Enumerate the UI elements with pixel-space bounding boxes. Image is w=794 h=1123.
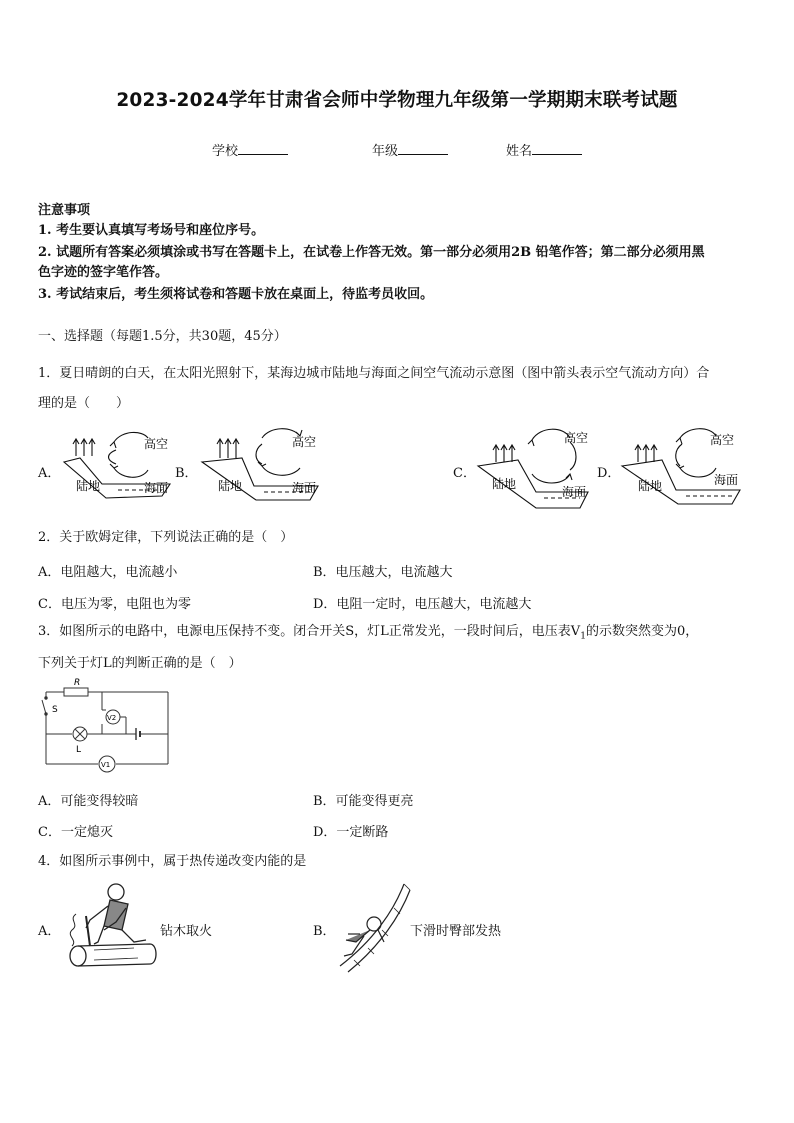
q3-stem-cont: 下列关于灯L的判断正确的是（ ） [38, 656, 242, 671]
grade-field[interactable] [372, 140, 448, 159]
q1-diagram-a [58, 420, 180, 502]
q2-stem: 2．关于欧姆定律，下列说法正确的是（ ） [38, 530, 294, 545]
q3-stem-tail: 的示数突然变为0， [585, 624, 699, 639]
switch-s [42, 700, 46, 714]
q1b-sky-label: 高空 [292, 435, 317, 449]
q2-option-d[interactable]: D．电阻一定时，电压越大，电流越大 [313, 597, 532, 612]
q4-option-b-text: 下滑时臀部发热 [410, 924, 502, 939]
q2-option-c[interactable]: C．电压为零，电阻也为零 [38, 597, 191, 612]
school-label: 学校 [212, 144, 239, 159]
name-label: 姓名 [506, 144, 533, 159]
grade-label: 年级 [372, 144, 399, 159]
circuit-r-label: R [74, 678, 81, 688]
q1c-land-label: 陆地 [492, 477, 517, 491]
q1d-sky-label: 高空 [710, 433, 735, 447]
q3-option-c[interactable]: C．一定熄灭 [38, 825, 113, 840]
q2-option-a[interactable]: A．电阻越大，电流越小 [38, 565, 178, 580]
q1c-sea-label: 海面 [562, 485, 587, 499]
notice-item-3: 3. 考试结束后，考生须将试卷和答题卡放在桌面上，待监考员收回。 [38, 287, 434, 302]
q1-stem-cont: 理的是（ ） [38, 396, 130, 411]
notice-heading: 注意事项 [38, 203, 91, 218]
q1a-sea-label: 海面 [144, 481, 169, 495]
q2-option-b[interactable]: B．电压越大，电流越大 [313, 565, 453, 580]
q1c-sky-label: 高空 [564, 431, 589, 445]
q3-option-d[interactable]: D．一定断路 [313, 825, 389, 840]
q1-stem: 1．夏日晴朗的白天，在太阳光照射下，某海边城市陆地与海面之间空气流动示意图（图中箭头表示空气流动方向）合 [38, 366, 710, 381]
q1-diagram-b [196, 420, 326, 502]
q1a-land-label: 陆地 [76, 479, 101, 493]
q3-stem-text: 3．如图所示的电路中，电源电压保持不变。闭合开关S，灯L正常发光，一段时间后，电压表V [38, 624, 581, 639]
circuit-v2-label: V2 [107, 714, 117, 722]
circuit-v1-label: V1 [101, 761, 111, 769]
resistor-r [64, 688, 88, 696]
q3-circuit-diagram [36, 678, 178, 778]
q3-stem [38, 622, 698, 647]
q1b-sea-label: 海面 [292, 481, 317, 495]
q1-option-b[interactable]: B． [175, 466, 198, 481]
circuit-s-label: S [52, 705, 58, 715]
q4-stem: 4．如图所示事例中，属于热传递改变内能的是 [38, 854, 307, 869]
grade-blank[interactable] [398, 142, 448, 155]
circuit-l-label: L [76, 745, 82, 755]
q1b-land-label: 陆地 [218, 479, 243, 493]
q1-option-d[interactable]: D． [597, 466, 621, 481]
name-blank[interactable] [532, 142, 582, 155]
q4-option-a-text: 钻木取火 [160, 924, 213, 939]
q3-option-a[interactable]: A．可能变得较暗 [38, 794, 139, 809]
q4-option-a[interactable]: A． [38, 924, 61, 939]
notice-item-1: 1. 考生要认真填写考场号和座位序号。 [38, 223, 265, 238]
name-field[interactable] [506, 140, 582, 159]
q3-stem-sub: 1 [580, 631, 586, 642]
q4-option-b[interactable]: B． [313, 924, 336, 939]
q1-option-a[interactable]: A． [38, 466, 61, 481]
q4-image-slide [334, 880, 412, 974]
q1d-land-label: 陆地 [638, 479, 663, 493]
notice-item-2: 2. 试题所有答案必须填涂或书写在答题卡上，在试卷上作答无效。第一部分必须用2B 铅笔作答；第二部分必须用黑 [38, 245, 705, 260]
q3-option-b[interactable]: B．可能变得更亮 [313, 794, 414, 809]
school-blank[interactable] [238, 142, 288, 155]
q1d-sea-label: 海面 [714, 473, 739, 487]
section-heading: 一、选择题（每题1.5分，共30题，45分） [38, 329, 287, 344]
notice-item-2-cont: 色字迹的签字笔作答。 [38, 265, 169, 280]
q1-diagram-c [470, 420, 598, 516]
school-field[interactable] [212, 140, 288, 159]
q1-option-c[interactable]: C． [453, 466, 476, 481]
q1a-sky-label: 高空 [144, 437, 169, 451]
q1-diagram-d [616, 420, 746, 510]
q4-image-drill-wood [64, 880, 160, 974]
exam-title: 2023-2024学年甘肃省会师中学物理九年级第一学期期末联考试题 [116, 90, 678, 111]
